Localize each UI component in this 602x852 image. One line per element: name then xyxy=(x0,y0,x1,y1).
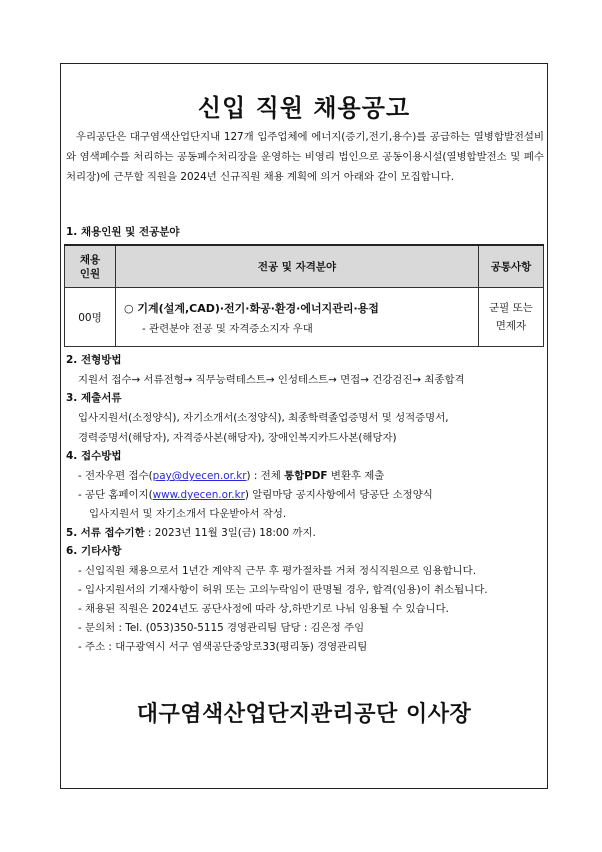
list-item: - 채용된 직원은 2024년도 공단사정에 따라 상,하반기로 나눠 임용될 수 있습니다. xyxy=(78,603,449,615)
section5-text: : 2023년 11월 3일(금) 18:00 까지. xyxy=(144,527,316,539)
web-suffix: ) 알림마당 공지사항에서 당공단 소정양식 xyxy=(244,489,433,501)
issuer-signature: 대구염색산업단지관리공단 이사장 xyxy=(136,702,472,727)
field-main: ○ 기계(설계,CAD)·전기·화공·환경·에너지관리·용접 xyxy=(124,301,379,315)
section5-heading: 5. 서류 접수기한 xyxy=(66,527,145,539)
email-link[interactable]: pay@dyecen.or.kr xyxy=(152,470,247,482)
cell-count: 00명 xyxy=(65,288,116,347)
intro-text: 우리공단은 대구염색산업단지내 127개 입주업체에 에너지(증기,전기,용수)를 공급하는 열병합발전설비와 염색폐수를 처리하는 공동폐수처리장을 운영하는 비영리 법인으로 공동이용시설(열병합발전소 및 폐수처리장)에 근무할 직원을 2024년 신규직원 채용 계획에 의거 아래와 같이 모집합니다. xyxy=(66,131,544,183)
section4-heading: 4. 접수방법 xyxy=(66,450,122,462)
page-title: 신입 직원 채용공고 xyxy=(197,94,411,122)
section4-email-line xyxy=(78,467,384,482)
email-suffix: 변환후 제출 xyxy=(327,470,385,482)
section6-heading: 6. 기타사항 xyxy=(66,545,122,557)
email-prefix: - 전자우편 접수( xyxy=(78,470,153,482)
section2-heading: 2. 전형방법 xyxy=(66,354,122,366)
jobs-table xyxy=(64,244,544,347)
header-count: 채용 인원 xyxy=(65,245,116,288)
section5-line xyxy=(66,524,316,539)
email-bold: 통합PDF xyxy=(284,470,328,482)
table-row xyxy=(65,288,544,347)
section2-text: 지원서 접수→ 서류전형→ 직무능력테스트→ 인성테스트→ 면접→ 건강검진→ 최종합격 xyxy=(78,374,465,386)
section3-line1: 입사지원서(소정양식), 자기소개서(소정양식), 최종학력졸업증명서 및 성적증명서, xyxy=(78,412,449,424)
section4-web-line2: 입사지원서 및 자기소개서 다운받아서 작성. xyxy=(89,508,287,520)
web-link[interactable]: www.dyecen.or.kr xyxy=(152,489,245,501)
table-header-row xyxy=(65,245,544,288)
section1-heading: 1. 채용인원 및 전공분야 xyxy=(66,226,180,238)
header-common: 공통사항 xyxy=(479,245,544,288)
field-sub: - 관련분야 전공 및 자격증소지자 우대 xyxy=(142,322,313,335)
list-item: - 문의처 : Tel. (053)350-5115 경영관리팀 담당 : 김은정 주임 xyxy=(78,622,365,634)
web-prefix: - 공단 홈페이지( xyxy=(78,489,153,501)
section4-web-line xyxy=(78,486,433,501)
section3-line2: 경력증명서(해당자), 자격증사본(해당자), 장애인복지카드사본(해당자) xyxy=(78,432,397,444)
cell-common: 군필 또는 면제자 xyxy=(479,288,544,347)
intro-paragraph xyxy=(66,127,544,187)
header-field: 전공 및 자격분야 xyxy=(116,245,479,288)
cell-field xyxy=(116,288,479,347)
email-middle: ) : 전체 xyxy=(246,470,285,482)
list-item: - 신입직원 채용으로서 1년간 계약직 근무 후 평가절차를 거쳐 정식직원으로 임용합니다. xyxy=(78,565,476,577)
list-item: - 주소 : 대구광역시 서구 염색공단중앙로33(평리동) 경영관리팀 xyxy=(78,641,368,653)
section3-heading: 3. 제출서류 xyxy=(66,392,122,404)
list-item: - 입사지원서의 기재사항이 허위 또는 고의누락임이 판명될 경우, 합격(임용)이 취소됩니다. xyxy=(78,584,488,596)
